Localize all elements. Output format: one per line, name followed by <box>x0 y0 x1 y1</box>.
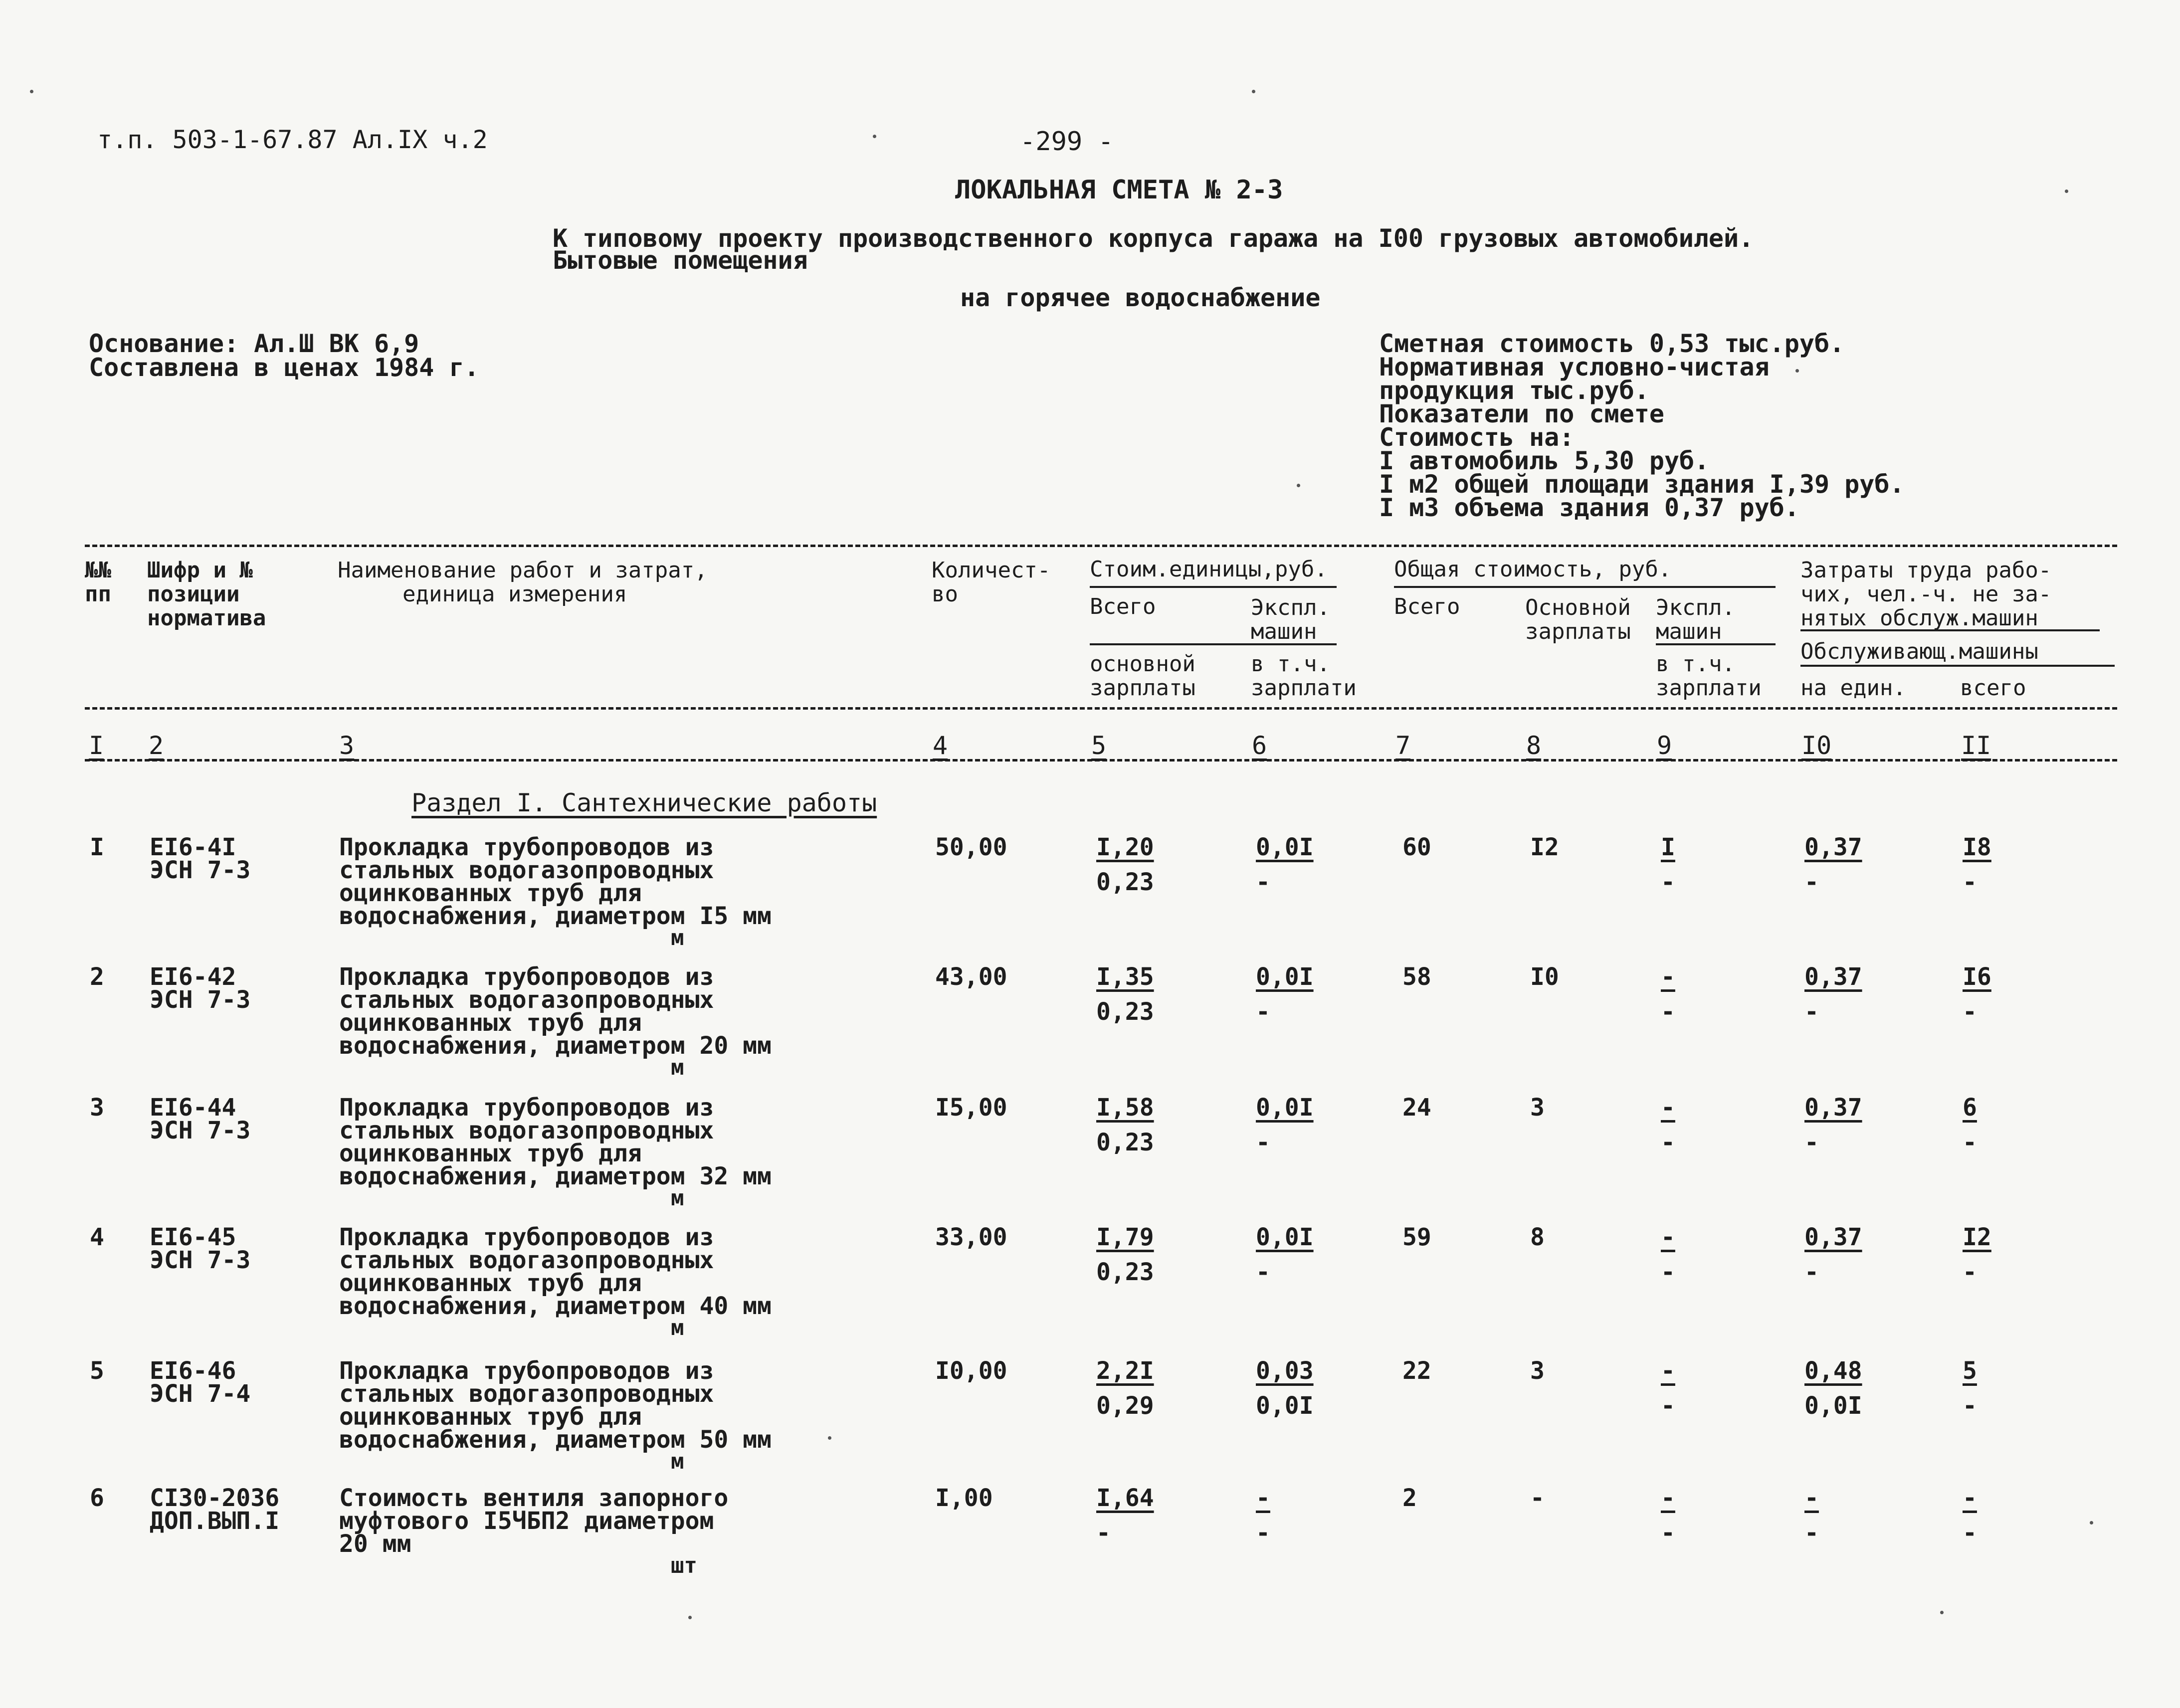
cell-total-machines: - <box>1661 1223 1675 1251</box>
subgroup-rule-service <box>1800 665 2115 667</box>
cell-total-machine-wages: - <box>1661 1519 1675 1547</box>
cell-unit-total: I,79 <box>1096 1223 1154 1251</box>
col-number: I0 <box>1801 731 1832 760</box>
page-number: -299 - <box>1020 127 1114 157</box>
cell-number: 3 <box>90 1094 104 1122</box>
section-title: Раздел I. Сантехнические работы <box>411 788 877 817</box>
col-number: 7 <box>1395 731 1411 760</box>
cell-total-machine-wages: - <box>1661 1129 1675 1156</box>
cell-code: ЭСН 7-3 <box>150 1117 251 1144</box>
cell-unit-machines: 0,03 <box>1256 1357 1314 1385</box>
summary-line: I м3 объема здания 0,37 руб. <box>1379 493 1799 522</box>
cell-labor-total: 5 <box>1963 1357 1977 1385</box>
header-group-unit-cost: Стоим.единицы,руб. <box>1090 557 1328 582</box>
cell-code: EI6-44 <box>150 1094 236 1122</box>
header-col-8: Основной зарплаты <box>1525 595 1631 644</box>
cell-labor-per-unit-service: - <box>1804 868 1819 896</box>
cell-unit: м <box>671 1055 684 1080</box>
cell-quantity: 33,00 <box>935 1223 1007 1251</box>
cell-labor-per-unit-service: - <box>1804 1129 1819 1156</box>
cell-name: оцинкованных труб для <box>339 879 642 907</box>
group-rule-unit-cost <box>1090 586 1337 588</box>
cell-labor-total: - <box>1963 1484 1977 1512</box>
cell-unit-wages: 0,23 <box>1096 1258 1154 1286</box>
header-col-3: Наименование работ и затрат, единица измерения <box>338 558 708 607</box>
col-number: 3 <box>339 731 355 760</box>
cell-total: 22 <box>1402 1357 1431 1385</box>
cell-unit-wages: - <box>1096 1519 1111 1547</box>
cell-total-machines: - <box>1661 963 1675 991</box>
cell-total-machine-wages: - <box>1661 868 1675 896</box>
cell-labor-total-service: - <box>1963 1258 1977 1286</box>
cell-name: водоснабжения, диаметром 40 мм <box>339 1292 772 1320</box>
header-col-4: Количест- во <box>932 558 1051 607</box>
cell-unit: шт <box>671 1553 697 1578</box>
cell-name: Прокладка трубопроводов из <box>339 1223 714 1251</box>
cell-name: водоснабжения, диаметром 32 мм <box>339 1162 772 1190</box>
cell-labor-per-unit: 0,48 <box>1804 1357 1862 1385</box>
summary-line: I автомобиль 5,30 руб. <box>1379 446 1710 475</box>
cell-unit: м <box>671 1315 684 1340</box>
cell-total-machine-wages: - <box>1661 1392 1675 1420</box>
cell-unit-wages: 0,23 <box>1096 868 1154 896</box>
col-number: I <box>89 731 104 760</box>
cell-number: 4 <box>90 1223 104 1251</box>
header-bottom-rule <box>85 707 2117 710</box>
header-group-service: Обслуживающ.машины <box>1800 639 2038 664</box>
cell-unit-total: I,64 <box>1096 1484 1154 1512</box>
cell-total-machine-wages: - <box>1661 998 1675 1026</box>
cell-name: стальных водогазопроводных <box>339 1117 714 1144</box>
cell-labor-total-service: - <box>1963 1392 1977 1420</box>
cell-unit-total: 2,2I <box>1096 1357 1154 1385</box>
cell-name: водоснабжения, диаметром 50 мм <box>339 1426 772 1454</box>
cell-labor-per-unit: 0,37 <box>1804 1094 1862 1122</box>
cell-name: Прокладка трубопроводов из <box>339 1357 714 1385</box>
cell-name: оцинкованных труб для <box>339 1403 642 1431</box>
cell-name: Прокладка трубопроводов из <box>339 963 714 991</box>
cell-labor-total-service: - <box>1963 998 1977 1026</box>
cell-unit-wages: 0,23 <box>1096 998 1154 1026</box>
cell-name: Прокладка трубопроводов из <box>339 833 714 861</box>
cell-name: оцинкованных труб для <box>339 1009 642 1037</box>
summary-line: Показатели по смете <box>1379 399 1664 428</box>
cell-unit-total: I,35 <box>1096 963 1154 991</box>
cell-name: стальных водогазопроводных <box>339 986 714 1014</box>
cell-total: 2 <box>1402 1484 1417 1512</box>
cell-total-machines: - <box>1661 1357 1675 1385</box>
cell-quantity: 50,00 <box>935 833 1007 861</box>
cell-unit: м <box>671 925 684 950</box>
cell-unit-machine-wages: - <box>1256 998 1270 1026</box>
header-col-10: на един. <box>1800 675 1906 701</box>
cell-name: водоснабжения, диаметром I5 мм <box>339 902 772 930</box>
cell-total-wages: 3 <box>1530 1094 1545 1122</box>
header-col-1: №№ пп <box>85 558 111 607</box>
subtitle-line-3: на горячее водоснабжение <box>960 283 1321 312</box>
cell-total: 24 <box>1402 1094 1431 1122</box>
summary-line: Стоимость на: <box>1379 423 1575 452</box>
basis-line-1: Основание: Ал.Ш ВК 6,9 <box>89 329 419 358</box>
cell-number: 6 <box>90 1484 104 1512</box>
cell-labor-total-service: - <box>1963 1519 1977 1547</box>
cell-name: водоснабжения, диаметром 20 мм <box>339 1032 772 1060</box>
cell-unit-machine-wages: - <box>1256 868 1270 896</box>
cell-code: EI6-46 <box>150 1357 236 1385</box>
cell-labor-total: I6 <box>1963 963 1991 991</box>
header-col-11: всего <box>1960 675 2026 701</box>
cell-total-wages: 8 <box>1530 1223 1545 1251</box>
col-number: 2 <box>149 731 164 760</box>
cell-total-wages: 3 <box>1530 1357 1545 1385</box>
cell-unit-total: I,20 <box>1096 833 1154 861</box>
cell-labor-per-unit-service: 0,0I <box>1804 1392 1862 1420</box>
cell-labor-per-unit-service: - <box>1804 998 1819 1026</box>
cell-code: EI6-45 <box>150 1223 236 1251</box>
header-col-2: Шифр и № позиции норматива <box>147 558 266 631</box>
cell-unit: м <box>671 1449 684 1474</box>
cell-unit-wages: 0,29 <box>1096 1392 1154 1420</box>
cell-code: ЭСН 7-4 <box>150 1380 251 1408</box>
cell-name: оцинкованных труб для <box>339 1269 642 1297</box>
cell-labor-per-unit: - <box>1804 1484 1819 1512</box>
header-col-9-sub: в т.ч. зарплати <box>1656 651 1762 701</box>
header-col-9: Экспл. машин <box>1656 595 1735 644</box>
cell-total: 58 <box>1402 963 1431 991</box>
cell-total-machines: - <box>1661 1484 1675 1512</box>
cell-name: стальных водогазопроводных <box>339 1380 714 1408</box>
cell-labor-total-service: - <box>1963 868 1977 896</box>
cell-name: 20 мм <box>339 1530 411 1558</box>
cell-labor-per-unit: 0,37 <box>1804 963 1862 991</box>
cell-labor-per-unit-service: - <box>1804 1519 1819 1547</box>
cell-code: ДОП.ВЫП.I <box>150 1507 280 1535</box>
col-number: 8 <box>1526 731 1542 760</box>
cell-unit-machine-wages: - <box>1256 1258 1270 1286</box>
cell-total-machines: I <box>1661 833 1675 861</box>
cell-unit-wages: 0,23 <box>1096 1129 1154 1156</box>
cell-name: Стоимость вентиля запорного <box>339 1484 729 1512</box>
cell-labor-per-unit: 0,37 <box>1804 833 1862 861</box>
cell-total-wages: I2 <box>1530 833 1559 861</box>
group-rule-total-cost <box>1394 586 1776 588</box>
col-number: 9 <box>1657 731 1672 760</box>
cell-unit-machines: 0,0I <box>1256 963 1314 991</box>
col-number: 6 <box>1252 731 1267 760</box>
cell-unit: м <box>671 1185 684 1211</box>
cell-unit-machine-wages: - <box>1256 1129 1270 1156</box>
document-title: ЛОКАЛЬНАЯ СМЕТА № 2-3 <box>955 175 1283 205</box>
cell-total-wages: - <box>1530 1484 1545 1512</box>
cell-unit-machine-wages: - <box>1256 1519 1270 1547</box>
cell-quantity: I0,00 <box>935 1357 1007 1385</box>
document-stamp: т.п. 503-1-67.87 Ал.IX ч.2 <box>97 125 488 154</box>
cell-unit-machines: 0,0I <box>1256 833 1314 861</box>
cell-name: стальных водогазопроводных <box>339 1246 714 1274</box>
cell-name: муфтового I5ЧБП2 диаметром <box>339 1507 714 1535</box>
cell-total: 59 <box>1402 1223 1431 1251</box>
header-col-5: Всего <box>1090 594 1156 619</box>
cell-code: EI6-42 <box>150 963 236 991</box>
header-col-6: Экспл. машин <box>1251 595 1330 644</box>
cell-number: I <box>90 833 104 861</box>
summary-line: Сметная стоимость 0,53 тыс.руб. <box>1379 329 1845 358</box>
cell-unit-machines: - <box>1256 1484 1270 1512</box>
cell-quantity: I5,00 <box>935 1094 1007 1122</box>
summary-line: Нормативная условно-чистая <box>1379 353 1770 381</box>
summary-line: продукция тыс.руб. <box>1379 376 1649 405</box>
cell-total-wages: I0 <box>1530 963 1559 991</box>
cell-unit-machines: 0,0I <box>1256 1094 1314 1122</box>
header-col-7: Всего <box>1394 594 1460 619</box>
cell-unit-machine-wages: 0,0I <box>1256 1392 1314 1420</box>
col-number: 5 <box>1091 731 1107 760</box>
cell-labor-total: 6 <box>1963 1094 1977 1122</box>
basis-line-2: Составлена в ценах 1984 г. <box>89 353 479 382</box>
cell-code: ЭСН 7-3 <box>150 986 251 1014</box>
header-group-total-cost: Общая стоимость, руб. <box>1394 557 1672 582</box>
subtitle-line-2: Бытовые помещения <box>553 246 808 275</box>
cell-number: 2 <box>90 963 104 991</box>
header-group-labor: Затраты труда рабо- чих, чел.-ч. не за- нятых обслуж.машин <box>1800 558 2052 631</box>
header-col-6-sub: в т.ч. зарплати <box>1251 651 1357 701</box>
cell-name: Прокладка трубопроводов из <box>339 1094 714 1122</box>
table-top-rule <box>85 545 2117 547</box>
cell-quantity: 43,00 <box>935 963 1007 991</box>
cell-unit-total: I,58 <box>1096 1094 1154 1122</box>
col-number: 4 <box>933 731 948 760</box>
cell-labor-per-unit: 0,37 <box>1804 1223 1862 1251</box>
cell-name: оцинкованных труб для <box>339 1139 642 1167</box>
cell-code: EI6-4I <box>150 833 236 861</box>
summary-line: I м2 общей площади здания I,39 руб. <box>1379 470 1905 499</box>
cell-name: стальных водогазопроводных <box>339 856 714 884</box>
cell-total: 60 <box>1402 833 1431 861</box>
cell-total-machine-wages: - <box>1661 1258 1675 1286</box>
cell-quantity: I,00 <box>935 1484 993 1512</box>
cell-labor-total-service: - <box>1963 1129 1977 1156</box>
header-col-5-sub: основной зарплаты <box>1090 651 1195 701</box>
col-number: II <box>1961 731 1991 760</box>
cell-labor-per-unit-service: - <box>1804 1258 1819 1286</box>
cell-number: 5 <box>90 1357 104 1385</box>
cell-code: CI30-2036 <box>150 1484 280 1512</box>
cell-labor-total: I2 <box>1963 1223 1991 1251</box>
subtitle-line-1: К типовому проекту производственного корпуса гаража на I00 грузовых автомобилей. <box>553 224 1754 253</box>
cell-labor-total: I8 <box>1963 833 1991 861</box>
cell-code: ЭСН 7-3 <box>150 1246 251 1274</box>
cell-unit-machines: 0,0I <box>1256 1223 1314 1251</box>
cell-code: ЭСН 7-3 <box>150 856 251 884</box>
cell-total-machines: - <box>1661 1094 1675 1122</box>
